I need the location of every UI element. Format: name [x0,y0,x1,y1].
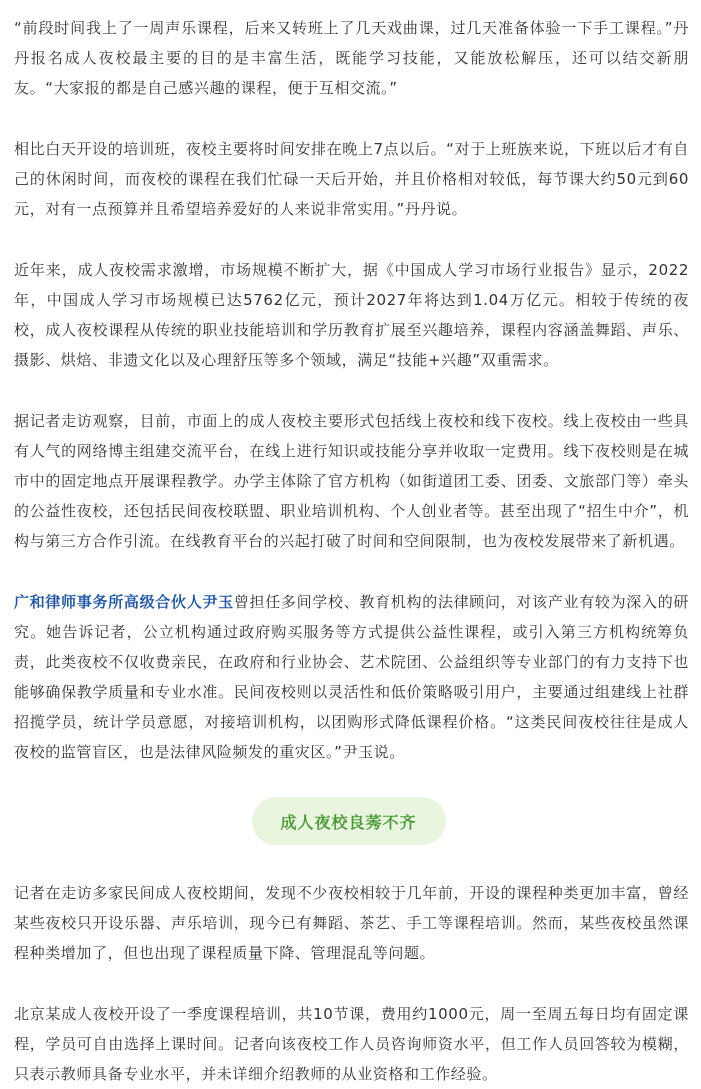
section-heading-wrapper [14,797,689,845]
paragraph-gap [14,103,689,134]
paragraph-2: 相比白天开设的培训班，夜校主要将时间安排在晚上7点以后。“对于上班族来说，下班以后才有自己的休闲时间，而夜校的课程在我们忙碌一天后开始，并且价格相对较低，每节课大约50元到60元，对有一点预算并且希望培养爱好的人来说非常实用。”丹丹说。 [14,140,689,218]
paragraph-gap [14,375,689,406]
paragraph-5 [14,587,689,767]
section-heading: 成人夜校良莠不齐 [252,797,446,845]
paragraph-gap [14,968,689,999]
paragraph-gap [14,556,689,587]
paragraph-1: “前段时间我上了一周声乐课程，后来又转班上了几天戏曲课，过几天准备体验一下手工课程。”丹丹报名成人夜校最主要的目的是丰富生活，既能学习技能，又能放松解压，还可以结交新朋友。“大家报的都是自己感兴趣的课程，便于互相交流。” [14,19,689,97]
lawyer-name-highlight: 广和律师事务所高级合伙人尹玉 [14,593,234,611]
paragraph-6: 记者在走访多家民间成人夜校期间，发现不少夜校相较于几年前，开设的课程种类更加丰富，曾经某些夜校只开设乐器、声乐培训，现今已有舞蹈、茶艺、手工等课程培训。然而，某些夜校虽然课程种类增加了，但也出现了课程质量下降、管理混乱等问题。 [14,884,689,962]
paragraph-7: 北京某成人夜校开设了一季度课程培训，共10节课，费用约1000元，周一至周五每日均有固定课程，学员可自由选择上课时间。记者向该夜校工作人员咨询师资水平，但工作人员回答较为模糊，只表示教师具备专业水平，并未详细介绍教师的从业资格和工作经验。 [14,1005,689,1083]
paragraph-5-text: 曾担任多间学校、教育机构的法律顾问，对该产业有较为深入的研究。她告诉记者，公立机构通过政府购买服务等方式提供公益性课程，或引入第三方机构统筹负责，此类夜校不仅收费亲民，在政府和行业协会、艺术院团、公益组织等专业部门的有力支持下也能够确保教学质量和专业水准。民间夜校则以灵活性和低价策略吸引用户，主要通过组建线上社群招揽学员，统计学员意愿，对接培训机构，以团购形式降低课程价格。“这类民间夜校往往是成人夜校的监管盲区，也是法律风险频发的重灾区。”尹玉说。 [14,593,690,761]
paragraph-3: 近年来，成人夜校需求激增，市场规模不断扩大，据《中国成人学习市场行业报告》显示，2022年，中国成人学习市场规模已达5762亿元，预计2027年将达到1.04万亿元。相较于传统的夜校，成人夜校课程从传统的职业技能培训和学历教育扩展至兴趣培养，课程内容涵盖舞蹈、声乐、摄影、烘焙、非遗文化以及心理舒压等多个领域，满足“技能+兴趣”双重需求。 [14,261,689,369]
paragraph-gap [14,224,689,255]
paragraph-4: 据记者走访观察，目前，市面上的成人夜校主要形式包括线上夜校和线下夜校。线上夜校由一些具有人气的网络博主组建交流平台，在线上进行知识或技能分享并收取一定费用。线下夜校则是在城市中的固定地点开展课程教学。办学主体除了官方机构（如街道团工委、团委、文旅部门等）牵头的公益性夜校，还包括民间夜校联盟、职业培训机构、个人创业者等。甚至出现了“招生中介”，机构与第三方合作引流。在线教育平台的兴起打破了时间和空间限制，也为夜校发展带来了新机遇。 [14,412,689,550]
